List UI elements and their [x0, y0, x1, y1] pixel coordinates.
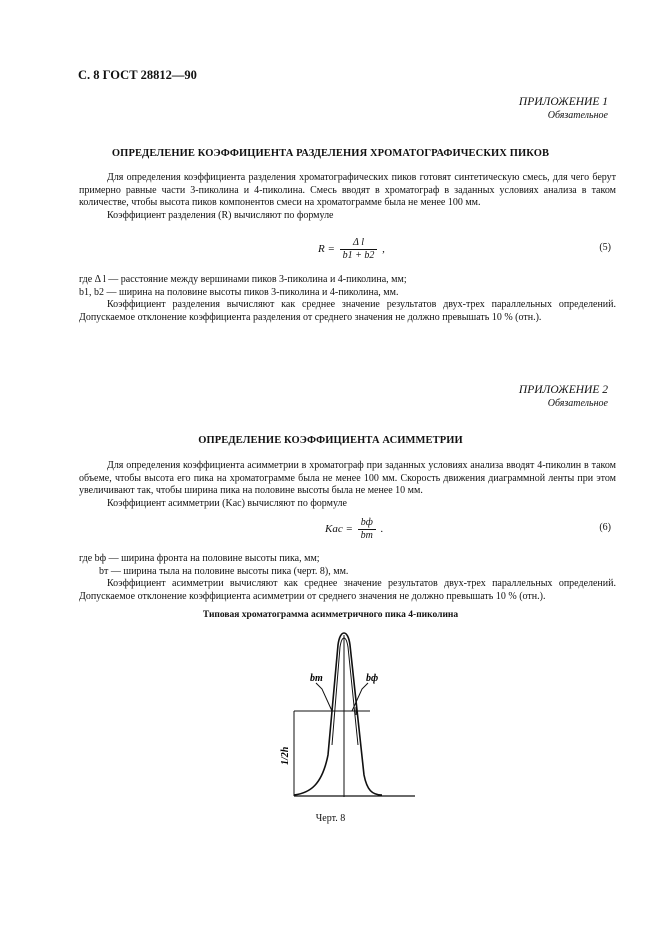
section-2-where-2: bт — ширина тыла на половине высоты пика (черт. 8), мм.	[99, 565, 349, 577]
section-1-paragraph-1: Для определения коэффициента разделения хроматографических пиков готовят синтетическую смесь, для чего берут примерно равные части 3-пиколина и 4-пиколина. Смесь вводят в хроматограф в заданных условиях анализа в таком количестве, чтобы высота пиков компонентов смеси на хроматограмме была не менее 100 мм.	[79, 172, 616, 208]
section-2-paragraph-3: Коэффициент асимметрии вычисляют как среднее значение результатов двух-трех параллельных определений. Допускаемое отклонение коэффициента асимметрии от среднего значения не должно превышать 10 % (отн.).	[79, 578, 616, 602]
section-2-definitions	[79, 553, 616, 603]
formula-6-lhs: Kас =	[325, 523, 353, 536]
figure-label-bt: bт	[310, 673, 323, 684]
formula-5-numerator: Δ l	[340, 237, 378, 250]
appendix-2-label	[519, 384, 608, 410]
appendix-2-title: ПРИЛОЖЕНИЕ 2	[518, 384, 608, 396]
formula-6-denominator: bт	[360, 530, 373, 541]
figure-title: Типовая хроматограмма асимметричного пика 4-пиколина	[202, 610, 459, 620]
section-2-paragraph-1: Для определения коэффициента асимметрии в хроматограф при заданных условиях анализа вводят 4-пиколин в таком объеме, чтобы высота его пика на хроматограмме была не менее 100 мм. Скорость движения диаграммной ленты при этом увеличивают так, чтобы ширина пика на половине высоты была не менее 10 мм.	[79, 460, 616, 496]
section-1-paragraph-2: Коэффициент разделения (R) вычисляют по формуле	[107, 209, 334, 221]
formula-6	[325, 517, 383, 542]
section-1-where-1: где Δ l — расстояние между вершинами пиков 3-пиколина и 4-пиколина, мм;	[79, 274, 407, 285]
formula-5-suffix: ,	[382, 243, 385, 256]
appendix-2-status: Обязательное	[547, 398, 608, 409]
section-1-where-2: b1, b2 — ширина на половине высоты пиков 3-пиколина и 4-пиколина, мм.	[79, 286, 399, 298]
section-1-definitions	[79, 274, 616, 324]
appendix-1-title: ПРИЛОЖЕНИЕ 1	[518, 96, 608, 108]
section-2-where-1: где bф — ширина фронта на половине высоты пика, мм;	[79, 553, 320, 564]
formula-6-number: (6)	[599, 522, 611, 533]
formula-6-fraction	[358, 517, 376, 542]
figure-label-half-height: 1/2h	[280, 746, 291, 765]
section-1-heading: ОПРЕДЕЛЕНИЕ КОЭФФИЦИЕНТА РАЗДЕЛЕНИЯ ХРОМАТОГРАФИЧЕСКИХ ПИКОВ	[111, 148, 550, 159]
formula-5-number: (5)	[599, 242, 611, 253]
formula-6-suffix: .	[380, 523, 384, 536]
formula-5	[318, 237, 385, 262]
formula-6-numerator: bф	[358, 517, 376, 530]
figure-caption: Черт. 8	[315, 813, 346, 824]
figure-label-bf: bф	[366, 673, 379, 684]
chromatogram-figure	[270, 625, 430, 810]
chromatogram-peak-inner	[332, 638, 358, 745]
section-1-paragraph-3: Коэффициент разделения вычисляют как среднее значение результатов двух-трех параллельных определений. Допускаемое отклонение коэффициента разделения от среднего значения не должно превышать 10 % (отн.).	[79, 299, 616, 323]
formula-5-fraction	[340, 237, 378, 262]
formula-5-lhs: R =	[318, 243, 335, 256]
section-2-heading: ОПРЕДЕЛЕНИЕ КОЭФФИЦИЕНТА АСИММЕТРИИ	[198, 435, 463, 446]
appendix-1-status: Обязательное	[547, 110, 608, 121]
section-2-paragraph-2: Коэффициент асимметрии (Kас) вычисляют по формуле	[107, 497, 347, 509]
chromatogram-peak-outer	[294, 633, 382, 795]
section-1-body	[79, 172, 616, 222]
section-2-body	[79, 460, 616, 510]
bt-leader	[316, 683, 332, 711]
formula-5-denominator: b1 + b2	[342, 250, 375, 261]
appendix-1-label	[519, 96, 608, 122]
page-header: С. 8 ГОСТ 28812—90	[78, 68, 197, 82]
